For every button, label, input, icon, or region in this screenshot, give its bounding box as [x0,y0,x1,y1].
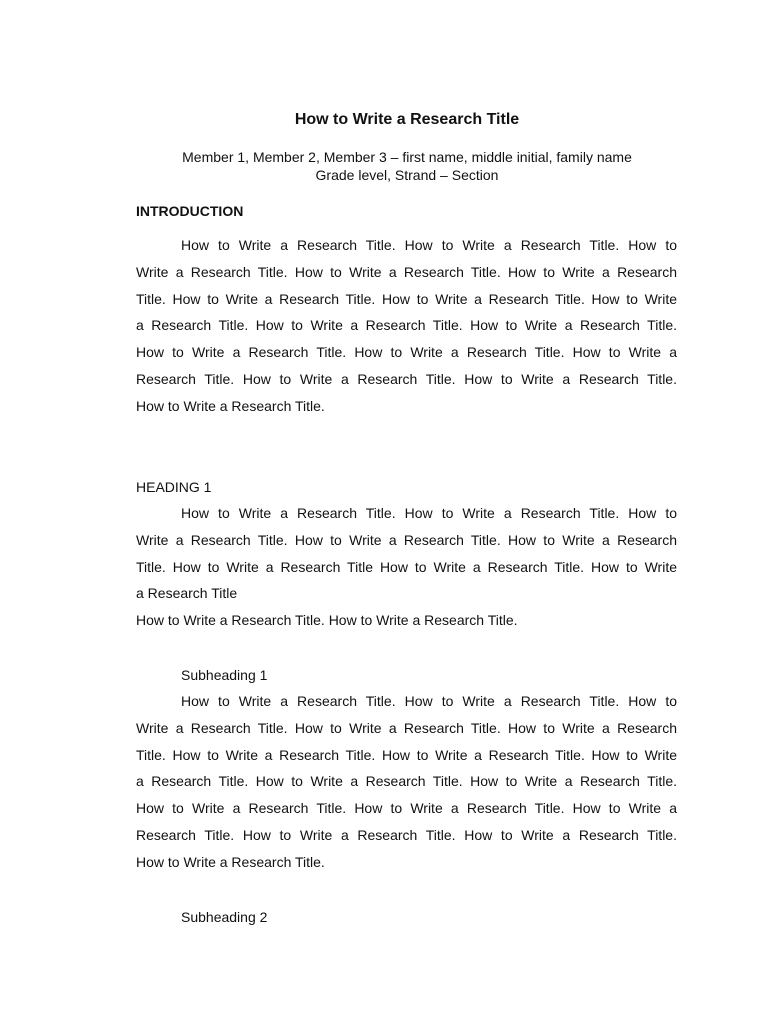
introduction-paragraph [136,232,677,420]
paragraph-line: Write a Research Title. How to Write a Research Title. How to Write a Research [136,719,677,736]
paragraph-line: a Research Title. How to Write a Research Title. How to Write a Research Title. [136,773,677,790]
heading-1: HEADING 1 [136,479,212,495]
paragraph-line: How to Write a Research Title. How to Write a Research Title. How to Write a [136,800,677,817]
subheading-1-paragraph [136,688,677,876]
grade-section-line: Grade level, Strand – Section [315,167,499,183]
subheading-2: Subheading 2 [181,909,268,925]
paragraph-line: a Research Title. How to Write a Research Title. How to Write a Research Title. [136,317,677,334]
paragraph-line: Research Title. How to Write a Research Title. How to Write a Research Title. [136,370,677,387]
heading-1-paragraph [136,500,677,634]
paragraph-line: Title. How to Write a Research Title How to Write a Research Title. How to Write [136,558,677,575]
paragraph-line: How to Write a Research Title. How to Write a Research Title. [136,612,518,629]
introduction-heading: INTRODUCTION [136,203,244,219]
paragraph-line: How to Write a Research Title. How to Write a Research Title. How to [181,693,677,709]
paragraph-line: Write a Research Title. How to Write a Research Title. How to Write a Research [136,263,677,280]
paragraph-line: How to Write a Research Title. [136,853,325,870]
paragraph-line: a Research Title [136,585,238,602]
paragraph-line: How to Write a Research Title. How to Write a Research Title. How to [181,505,677,521]
subheading-1: Subheading 1 [181,667,268,683]
authors-line: Member 1, Member 2, Member 3 – first name, middle initial, family name [182,149,632,165]
paragraph-line: Title. How to Write a Research Title. How to Write a Research Title. How to Write [136,290,677,307]
document-title: How to Write a Research Title [294,111,520,128]
paragraph-line: How to Write a Research Title. How to Write a Research Title. How to Write a [136,344,677,361]
paragraph-line: How to Write a Research Title. How to Write a Research Title. How to [181,237,677,253]
paragraph-line: Research Title. How to Write a Research Title. How to Write a Research Title. [136,826,677,843]
paragraph-line: Write a Research Title. How to Write a Research Title. How to Write a Research [136,531,677,548]
paragraph-line: How to Write a Research Title. [136,397,325,414]
paragraph-line: Title. How to Write a Research Title. How to Write a Research Title. How to Write [136,746,677,763]
